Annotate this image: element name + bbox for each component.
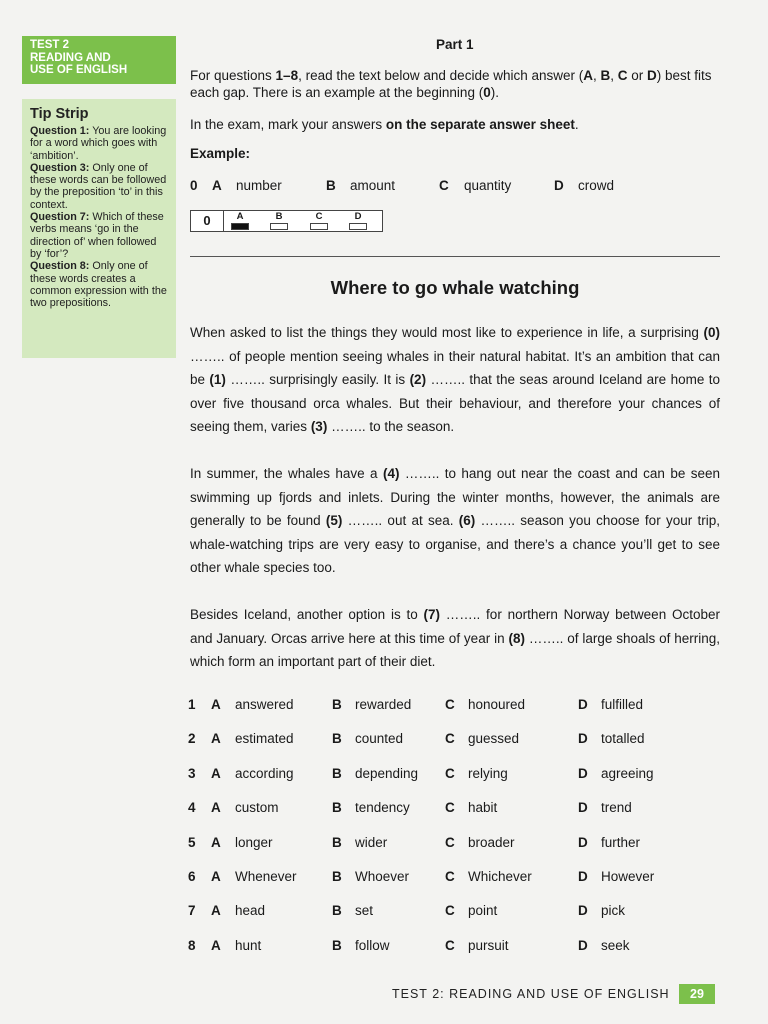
answer-option-a xyxy=(231,212,249,230)
option-word: follow xyxy=(355,938,390,953)
tip-item xyxy=(30,162,168,211)
option-word: according xyxy=(235,766,294,781)
answer-option-c xyxy=(310,212,328,230)
option-word: Whichever xyxy=(468,869,532,884)
tip-question-label: Question 3: xyxy=(30,161,90,174)
gap-number: (0) xyxy=(703,325,720,340)
answer-option-d xyxy=(349,212,367,230)
gap-number: (6) xyxy=(458,513,476,528)
paragraph-1 xyxy=(190,321,720,439)
paragraph-text: …….. season you choose for your trip, whale-watching trips are very easy to organise, and there’s a chance you’ll get to see other whale species too. xyxy=(190,513,720,575)
text-title: Where to go whale watching xyxy=(330,277,580,298)
option-letter: D xyxy=(578,766,588,781)
option-letter: A xyxy=(211,800,221,815)
option-letter: A xyxy=(211,869,221,884)
option-word: pursuit xyxy=(468,938,509,953)
option-letter: C xyxy=(445,766,455,781)
exam-note xyxy=(190,117,579,132)
gap-number: (5) xyxy=(325,513,343,528)
question-number: 6 xyxy=(188,869,196,884)
tip-strip xyxy=(22,99,176,358)
option-word: seek xyxy=(601,938,630,953)
option-letter: A xyxy=(212,178,222,193)
gap-number: (2) xyxy=(409,372,427,387)
answer-letter: C xyxy=(315,211,323,222)
question-number: 5 xyxy=(188,835,196,850)
option-word: custom xyxy=(235,800,279,815)
tip-item xyxy=(30,125,168,162)
paragraph-3 xyxy=(190,603,720,674)
option-word: rewarded xyxy=(355,697,412,712)
example-answer-sheet xyxy=(190,210,383,232)
gap-number: (8) xyxy=(508,630,525,646)
option-word: hunt xyxy=(235,938,262,953)
paragraph-text: …….. to the season. xyxy=(327,419,455,434)
option-word: pick xyxy=(601,903,626,918)
paragraph-text: In summer, the whales have a xyxy=(190,466,383,481)
option-letter: A xyxy=(211,731,221,746)
option-letter: C xyxy=(445,835,455,850)
option-letter: C xyxy=(445,903,455,918)
option-letter: C xyxy=(439,178,449,193)
option-letter: A xyxy=(211,903,221,918)
paragraph-text: …….. to hang out near the coast and can be seen swimming up fjords and inlets. During the winter months, however, the animals are generally to be found xyxy=(190,466,721,528)
instruction-text: or xyxy=(627,68,648,83)
option-letter: C xyxy=(445,938,455,953)
option-word: Whenever xyxy=(235,869,297,884)
paragraph-text: …….. out at sea. xyxy=(342,513,459,528)
tip-item xyxy=(30,211,168,260)
question-number: 1 xyxy=(188,697,196,712)
option-word: estimated xyxy=(235,731,294,746)
option-word: crowd xyxy=(578,178,615,193)
instruction-bold: B xyxy=(600,68,611,83)
paragraph-text: …….. of people mention seeing whales in their natural habitat. It’s an ambition that can be xyxy=(190,348,720,387)
option-letter: D xyxy=(578,869,588,884)
option-letter: B xyxy=(332,938,342,953)
answer-bubble-filled xyxy=(231,223,249,230)
footer-section-label: TEST 2: READING AND USE OF ENGLISH xyxy=(392,987,670,1001)
instruction-text: , xyxy=(610,68,618,83)
option-word: agreeing xyxy=(601,766,654,781)
instruction-text: ) best fits each gap. There is an example at the beginning ( xyxy=(190,68,712,100)
option-letter: B xyxy=(332,869,342,884)
exam-note-text: In the exam, mark your answers xyxy=(190,117,386,132)
option-letter: D xyxy=(578,938,588,953)
option-word: depending xyxy=(355,766,419,781)
paragraph-2 xyxy=(190,462,720,580)
option-word: However xyxy=(601,869,655,884)
option-letter: D xyxy=(578,903,588,918)
option-letter: C xyxy=(445,731,455,746)
option-word: set xyxy=(355,903,374,918)
instruction-text: , read the text below and decide which answer ( xyxy=(298,68,584,83)
option-word: honoured xyxy=(468,697,526,712)
option-word: quantity xyxy=(464,178,512,193)
option-letter: B xyxy=(332,800,342,815)
option-letter: D xyxy=(578,697,588,712)
instruction-text: , xyxy=(593,68,601,83)
question-row xyxy=(188,766,728,786)
option-letter: C xyxy=(445,697,455,712)
option-word: habit xyxy=(468,800,498,815)
question-row xyxy=(188,731,728,751)
answer-bubble xyxy=(270,223,288,230)
question-row xyxy=(188,835,728,855)
option-letter: B xyxy=(332,697,342,712)
answer-bubble xyxy=(349,223,367,230)
page-number: 29 xyxy=(679,984,715,1004)
option-letter: C xyxy=(445,800,455,815)
question-number: 3 xyxy=(188,766,196,781)
option-word: tendency xyxy=(355,800,410,815)
tip-question-label: Question 8: xyxy=(30,260,90,273)
option-word: trend xyxy=(601,800,632,815)
instruction-text: For questions xyxy=(190,68,276,83)
option-letter: C xyxy=(445,869,455,884)
tip-text: You are looking for a word which goes with ‘ambition’. xyxy=(30,125,167,162)
option-word: head xyxy=(235,903,266,918)
paragraph-text: …….. for northern Norway between October and January. Orcas arrive here at this time of year in xyxy=(190,607,720,646)
tip-question-label: Question 1: xyxy=(30,125,90,137)
option-word: number xyxy=(236,178,282,193)
tip-item xyxy=(30,260,168,309)
instruction-bold: 0 xyxy=(483,85,491,100)
option-word: guessed xyxy=(468,731,520,746)
tip-strip-title: Tip Strip xyxy=(30,106,89,122)
gap-number: (3) xyxy=(310,419,328,434)
option-word: longer xyxy=(235,835,273,850)
option-letter: B xyxy=(332,731,342,746)
tip-text: Only one of these words can be followed by the preposition ‘to’ in this context. xyxy=(30,161,167,211)
question-number: 8 xyxy=(188,938,196,953)
test-label-line: READING AND xyxy=(30,51,111,64)
paragraph-text: …….. of large shoals of herring, which form an important part of their diet. xyxy=(190,630,721,669)
option-letter: B xyxy=(326,178,336,193)
example-label: Example: xyxy=(190,146,251,161)
option-letter: D xyxy=(578,835,588,850)
question-row xyxy=(188,697,728,717)
option-letter: D xyxy=(578,731,588,746)
answer-letter: A xyxy=(236,211,244,222)
option-word: relying xyxy=(468,766,508,781)
question-row xyxy=(188,869,728,889)
option-word: fulfilled xyxy=(601,697,644,712)
option-word: broader xyxy=(468,835,515,850)
example-number: 0 xyxy=(190,178,198,193)
option-word: Whoever xyxy=(355,869,410,884)
divider xyxy=(190,256,720,257)
test-label-line: USE OF ENGLISH xyxy=(30,64,128,76)
paragraph-text: When asked to list the things they would most like to experience in life, a surprising xyxy=(190,325,704,340)
option-word: totalled xyxy=(601,731,645,746)
option-letter: A xyxy=(211,938,221,953)
option-word: amount xyxy=(350,178,396,193)
instruction-bold: A xyxy=(583,68,593,83)
option-letter: D xyxy=(554,178,564,193)
instruction-text: ). xyxy=(490,85,499,100)
gap-number: (4) xyxy=(382,466,400,481)
option-letter: D xyxy=(578,800,588,815)
option-letter: A xyxy=(211,766,221,781)
instruction-bold: D xyxy=(647,68,657,83)
gap-number: (7) xyxy=(423,607,441,622)
gap-number: (1) xyxy=(209,372,226,387)
option-letter: A xyxy=(211,697,221,712)
test-section-label xyxy=(22,36,176,84)
exam-note-bold: on the separate answer sheet xyxy=(385,117,575,132)
paragraph-text: Besides Iceland, another option is to xyxy=(190,607,424,622)
option-letter: B xyxy=(332,835,342,850)
part-title: Part 1 xyxy=(436,37,474,52)
option-letter: B xyxy=(332,903,342,918)
question-number: 2 xyxy=(188,731,196,746)
option-letter: A xyxy=(211,835,221,850)
option-word: wider xyxy=(355,835,388,850)
option-letter: B xyxy=(332,766,342,781)
example-row xyxy=(190,178,730,198)
option-word: counted xyxy=(355,731,404,746)
paragraph-text: …….. that the seas around Iceland are home to over five thousand orca whales. But their behaviour, and therefore your chances of seeing them, varies xyxy=(190,372,720,434)
instructions xyxy=(190,67,720,101)
exam-note-text: . xyxy=(574,117,579,132)
instruction-bold: C xyxy=(617,68,628,83)
option-word: answered xyxy=(235,697,294,712)
answer-bubble xyxy=(310,223,328,230)
tip-text: Which of these verbs means ‘go in the direction of’ when followed by ‘for’? xyxy=(30,211,164,260)
answer-letter: D xyxy=(354,211,362,222)
answer-option-b xyxy=(270,212,288,230)
instruction-bold: 1–8 xyxy=(275,68,299,83)
answer-sheet-number: 0 xyxy=(191,211,224,231)
paragraph-text: …….. surprisingly easily. It is xyxy=(225,372,410,387)
question-row xyxy=(188,938,728,958)
tip-question-label: Question 7: xyxy=(30,211,90,224)
question-row xyxy=(188,800,728,820)
answer-letter: B xyxy=(275,211,283,222)
test-label-line: TEST 2 xyxy=(30,39,69,51)
question-number: 7 xyxy=(188,903,196,918)
question-number: 4 xyxy=(188,800,196,815)
option-word: further xyxy=(601,835,641,850)
question-row xyxy=(188,903,728,923)
option-word: point xyxy=(468,903,498,918)
tip-text: Only one of these words creates a common expression with the two prepositions. xyxy=(30,260,167,310)
